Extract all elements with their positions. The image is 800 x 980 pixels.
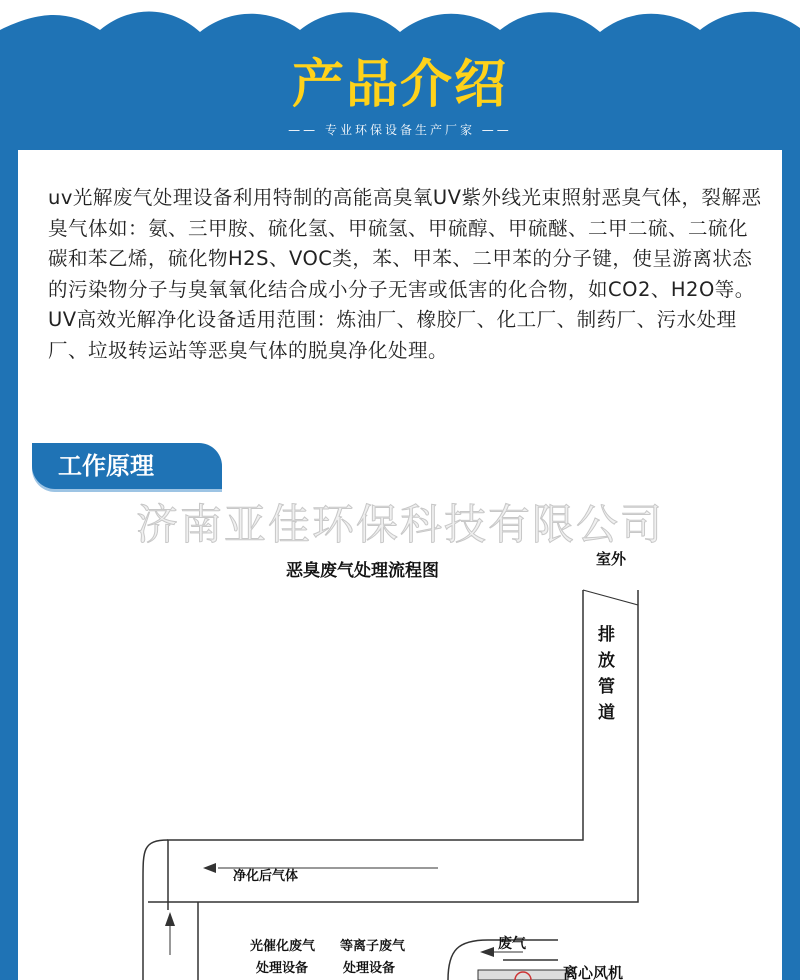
page-subtitle: —— 专业环保设备生产厂家 —— <box>288 123 512 137</box>
fan-label: 离心风机 <box>563 964 624 980</box>
intro-paragraph: uv光解废气处理设备利用特制的高能高臭氧UV紫外线光束照射恶臭气体，裂解恶臭气体如：氨、三甲胺、硫化氢、甲硫氢、甲硫醇、甲硫醚、二甲二硫、二硫化碳和苯乙烯，硫化物H2S、VOC类，苯、甲苯、二甲苯的分子键，使呈游离状态的污染物分子与臭氧氧化结合成小分子无害或低害的化合物，如CO2、H2O等。UV高效光解净化设备适用范围：炼油厂、橡胶厂、化工厂、制药厂、污水处理厂、垃圾转运站等恶臭气体的脱臭净化处理。 <box>48 186 762 362</box>
section-tab-working-principle <box>32 443 222 489</box>
company-watermark: 济南亚佳环保科技有限公司 <box>135 500 664 549</box>
unit1-label-2: 处理设备 <box>256 961 309 976</box>
exhaust-label-3: 管 <box>598 677 615 697</box>
waste-gas-arrowhead <box>480 947 494 957</box>
exhaust-duct <box>168 590 583 910</box>
duct-elbow <box>143 840 168 980</box>
unit1-label-1: 光催化废气 <box>250 939 316 954</box>
content-card <box>18 150 782 980</box>
diagram-title: 恶臭废气处理流程图 <box>286 561 439 581</box>
section-title: 工作原理 <box>58 452 154 480</box>
exhaust-label-1: 排 <box>598 625 615 645</box>
outdoor-label: 室外 <box>596 550 627 568</box>
unit2-label-1: 等离子废气 <box>340 939 406 954</box>
clean-gas-arrowhead <box>203 863 216 873</box>
unit2-label-2: 处理设备 <box>343 961 396 976</box>
exhaust-duct-outer <box>148 590 638 902</box>
exhaust-label-4: 道 <box>598 703 615 723</box>
page-title: 产品介绍 <box>291 55 508 115</box>
exhaust-label-2: 放 <box>598 651 615 671</box>
outlet-cut <box>583 590 638 605</box>
waste-gas-label: 废气 <box>498 936 526 952</box>
wave-banner <box>0 0 800 50</box>
clean-gas-label: 净化后气体 <box>233 869 299 884</box>
up-arrowhead <box>165 912 175 926</box>
process-flow-diagram <box>18 550 782 980</box>
